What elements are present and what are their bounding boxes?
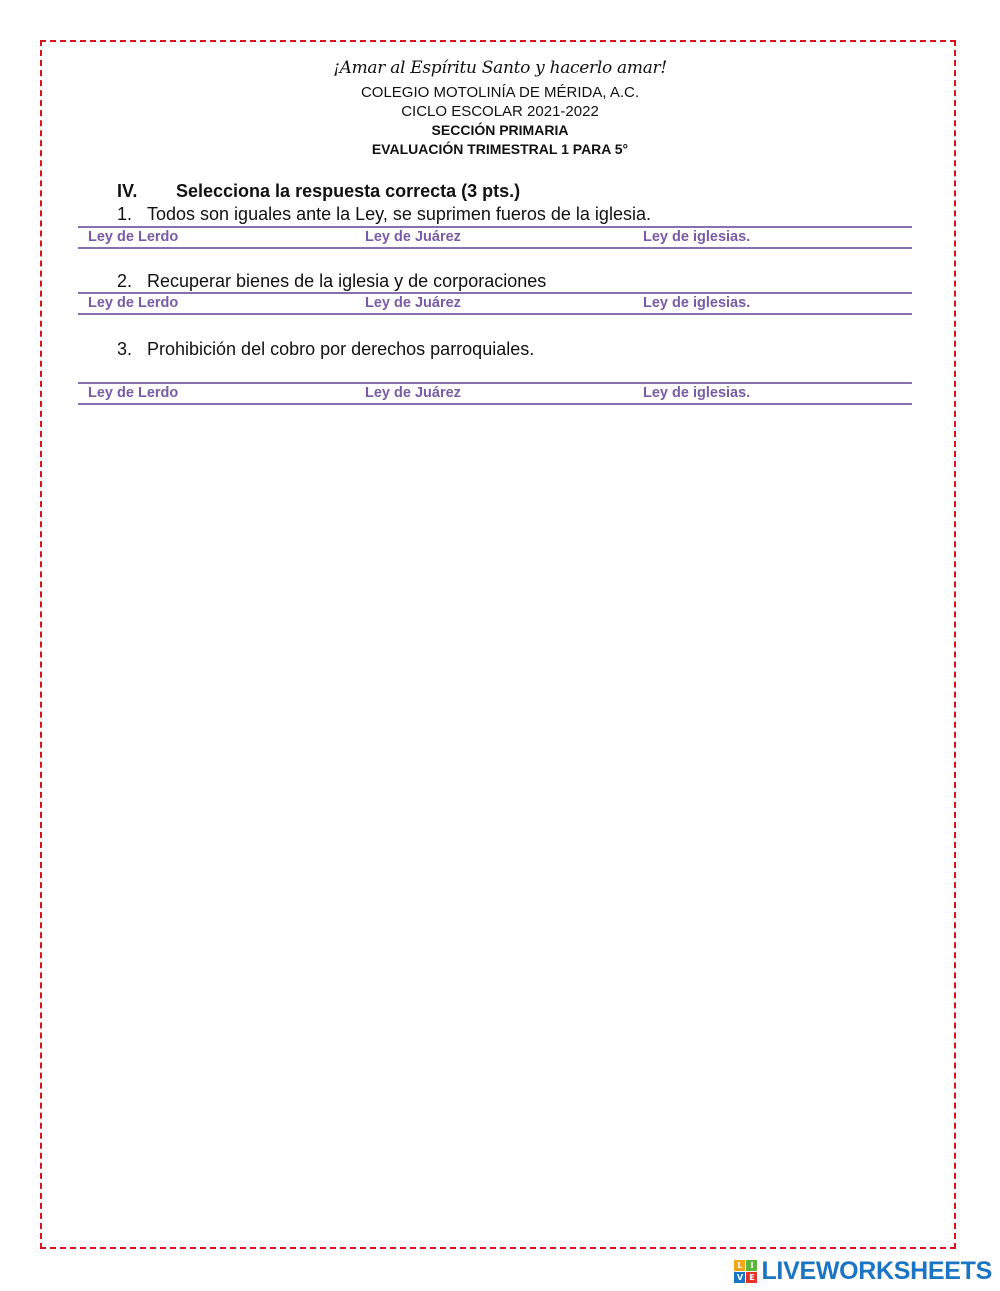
option-ley-de-iglesias[interactable]: Ley de iglesias. <box>643 385 751 401</box>
question-3 <box>117 339 534 360</box>
option-ley-de-juarez[interactable]: Ley de Juárez <box>365 229 461 245</box>
liveworksheets-icon <box>734 1260 757 1283</box>
school-motto: ¡Amar al Espíritu Santo y hacerlo amar! <box>333 58 667 78</box>
question-number: 1. <box>117 204 133 224</box>
option-ley-de-iglesias[interactable]: Ley de iglesias. <box>643 295 751 311</box>
question-2 <box>117 271 546 292</box>
option-ley-de-juarez[interactable]: Ley de Juárez <box>365 295 461 311</box>
question-text: Todos son iguales ante la Ley, se suprimen fueros de la iglesia. <box>147 204 651 224</box>
logo-tile: L <box>734 1260 745 1271</box>
evaluation-title: EVALUACIÓN TRIMESTRAL 1 PARA 5° <box>371 141 629 157</box>
answer-options-3 <box>78 382 912 405</box>
option-ley-de-lerdo[interactable]: Ley de Lerdo <box>88 295 179 311</box>
logo-tile: I <box>746 1260 757 1271</box>
question-1 <box>117 204 651 225</box>
answer-options-1 <box>78 226 912 249</box>
option-ley-de-iglesias[interactable]: Ley de iglesias. <box>643 229 751 245</box>
option-ley-de-lerdo[interactable]: Ley de Lerdo <box>88 229 179 245</box>
logo-tile: V <box>734 1272 745 1283</box>
logo-tile: E <box>746 1272 757 1283</box>
answer-options-2 <box>78 292 912 315</box>
school-section: SECCIÓN PRIMARIA <box>431 122 569 138</box>
liveworksheets-logo <box>734 1258 992 1284</box>
part-number: IV. <box>117 181 138 201</box>
option-ley-de-juarez[interactable]: Ley de Juárez <box>365 385 461 401</box>
school-name: COLEGIO MOTOLINÍA DE MÉRIDA, A.C. <box>360 84 640 101</box>
question-text: Prohibición del cobro por derechos parroquiales. <box>147 339 535 359</box>
school-cycle: CICLO ESCOLAR 2021-2022 <box>401 103 599 120</box>
question-number: 3. <box>117 339 133 359</box>
option-ley-de-lerdo[interactable]: Ley de Lerdo <box>88 385 179 401</box>
part-title: Selecciona la respuesta correcta (3 pts.) <box>176 181 521 201</box>
question-number: 2. <box>117 271 133 291</box>
brand-text: LIVEWORKSHEETS <box>761 1256 992 1285</box>
question-text: Recuperar bienes de la iglesia y de corporaciones <box>147 271 547 291</box>
part-heading <box>117 181 520 202</box>
